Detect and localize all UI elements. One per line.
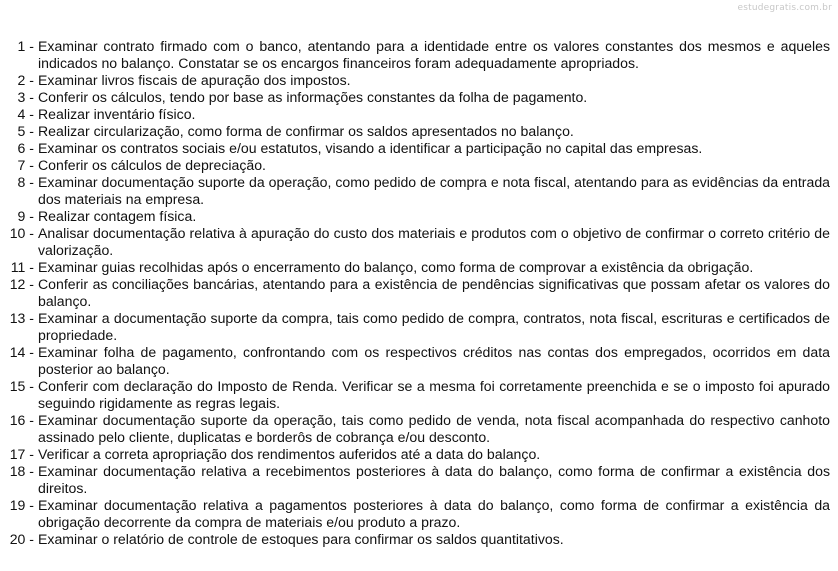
item-text: Examinar folha de pagamento, confrontando com os respectivos créditos nas contas dos empregados, ocorridos em data posterior ao balanço. bbox=[38, 344, 830, 377]
item-text: Examinar documentação relativa a recebimentos posteriores à data do balanço, como forma de confirmar a existência dos direitos. bbox=[38, 463, 830, 496]
item-number: 15 - bbox=[9, 378, 34, 394]
list-item bbox=[0, 174, 830, 208]
list-item bbox=[0, 208, 830, 225]
item-text: Examinar documentação relativa a pagamentos posteriores à data do balanço, como forma de confirmar a existência da obrigação decorrente da compra de materiais e/ou produto a prazo. bbox=[38, 497, 830, 530]
list-item bbox=[0, 72, 830, 89]
item-number: 4 - bbox=[17, 106, 34, 122]
item-text: Examinar guias recolhidas após o encerramento do balanço, como forma de comprovar a existência da obrigação. bbox=[38, 259, 754, 275]
item-text: Realizar circularização, como forma de confirmar os saldos apresentados no balanço. bbox=[38, 123, 574, 139]
list-item bbox=[0, 378, 830, 412]
item-number: 5 - bbox=[17, 123, 34, 139]
item-number: 18 - bbox=[9, 463, 34, 479]
item-text: Conferir as conciliações bancárias, atentando para a existência de pendências significativas que possam afetar os valores do balanço. bbox=[38, 276, 830, 309]
item-text: Realizar inventário físico. bbox=[38, 106, 196, 122]
audit-procedure-list bbox=[0, 38, 830, 548]
item-text: Examinar documentação suporte da operação, como pedido de compra e nota fiscal, atentando para as evidências da entrada dos materiais na empresa. bbox=[38, 174, 830, 207]
item-text: Realizar contagem física. bbox=[38, 208, 197, 224]
item-number: 6 - bbox=[17, 140, 34, 156]
list-item bbox=[0, 412, 830, 446]
item-number: 13 - bbox=[9, 310, 34, 326]
watermark-text: estudegratis.com.br bbox=[737, 3, 832, 13]
list-item bbox=[0, 463, 830, 497]
item-number: 20 - bbox=[9, 531, 34, 547]
item-number: 9 - bbox=[17, 208, 34, 224]
item-number: 16 - bbox=[9, 412, 34, 428]
item-text: Examinar a documentação suporte da compra, tais como pedido de compra, contratos, nota fiscal, escrituras e certificados de propriedade. bbox=[38, 310, 830, 343]
item-number: 17 - bbox=[9, 446, 34, 462]
item-text: Analisar documentação relativa à apuração do custo dos materiais e produtos com o objetivo de confirmar o correto critério de valorização. bbox=[38, 225, 830, 258]
item-number: 14 - bbox=[9, 344, 34, 360]
item-text: Examinar contrato firmado com o banco, atentando para a identidade entre os valores constantes dos mesmos e aqueles indicados no balanço. Constatar se os encargos financeiros foram adequadamente apropriados. bbox=[38, 38, 830, 71]
list-item bbox=[0, 446, 830, 463]
item-number: 11 - bbox=[10, 259, 34, 275]
item-number: 2 - bbox=[17, 72, 34, 88]
item-text: Conferir os cálculos de depreciação. bbox=[38, 157, 266, 173]
item-text: Conferir com declaração do Imposto de Renda. Verificar se a mesma foi corretamente preenchida e se o imposto foi apurado seguindo rigidamente as regras legais. bbox=[38, 378, 830, 411]
list-item bbox=[0, 123, 830, 140]
list-item bbox=[0, 225, 830, 259]
item-text: Examinar livros fiscais de apuração dos impostos. bbox=[38, 72, 351, 88]
list-item bbox=[0, 140, 830, 157]
item-text: Examinar o relatório de controle de estoques para confirmar os saldos quantitativos. bbox=[38, 531, 564, 547]
list-item bbox=[0, 89, 830, 106]
list-item bbox=[0, 344, 830, 378]
list-item bbox=[0, 38, 830, 72]
item-number: 10 - bbox=[9, 225, 34, 241]
list-item bbox=[0, 531, 830, 548]
list-item bbox=[0, 497, 830, 531]
list-item bbox=[0, 276, 830, 310]
item-text: Examinar os contratos sociais e/ou estatutos, visando a identificar a participação no capital das empresas. bbox=[38, 140, 703, 156]
list-item bbox=[0, 259, 830, 276]
list-item bbox=[0, 310, 830, 344]
item-number: 12 - bbox=[9, 276, 34, 292]
item-number: 1 - bbox=[17, 38, 34, 54]
item-number: 8 - bbox=[17, 174, 34, 190]
list-item bbox=[0, 106, 830, 123]
item-text: Examinar documentação suporte da operação, tais como pedido de venda, nota fiscal acompanhada do respectivo canhoto assinado pelo cliente, duplicatas e borderôs de cobrança e/ou desconto. bbox=[38, 412, 830, 445]
item-number: 3 - bbox=[17, 89, 34, 105]
item-text: Verificar a correta apropriação dos rendimentos auferidos até a data do balanço. bbox=[38, 446, 541, 462]
list-item bbox=[0, 157, 830, 174]
item-number: 7 - bbox=[17, 157, 34, 173]
item-number: 19 - bbox=[9, 497, 34, 513]
item-text: Conferir os cálculos, tendo por base as informações constantes da folha de pagamento. bbox=[38, 89, 588, 105]
